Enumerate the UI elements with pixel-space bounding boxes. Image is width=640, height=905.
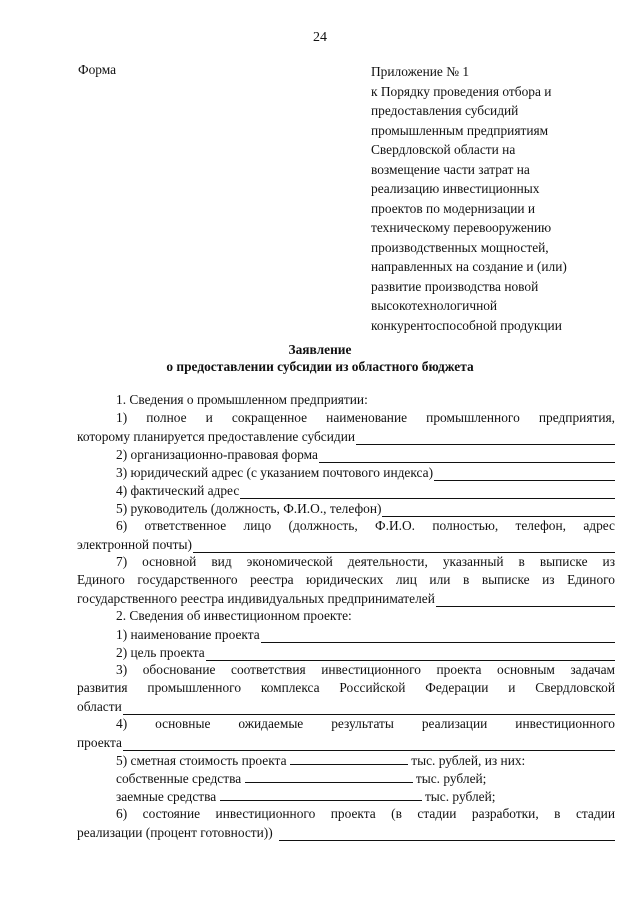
s1-item6-label: электронной почты)	[77, 537, 192, 552]
input-line[interactable]	[434, 468, 615, 481]
input-line[interactable]	[220, 788, 422, 801]
s1-item3-label: 3) юридический адрес (с указанием почтового индекса)	[116, 465, 434, 480]
appendix-line: Приложение № 1	[371, 64, 470, 79]
appendix-line: промышленным предприятиям	[371, 122, 549, 138]
s1-item7-field[interactable]	[77, 590, 615, 607]
section1-heading: 1. Сведения о промышленном предприятии:	[116, 392, 368, 407]
appendix-line: техническому перевооружению	[371, 220, 552, 235]
s2-item3-text: 3) обоснование соответствия инвестиционного проекта основным задачам	[116, 662, 615, 677]
appendix-line: производственных мощностей,	[371, 239, 549, 255]
document-title: Заявление	[288, 342, 352, 357]
appendix-line: возмещение части затрат на	[371, 161, 530, 177]
input-line[interactable]	[319, 450, 615, 463]
input-line[interactable]	[245, 770, 413, 783]
s2-item6-field[interactable]	[77, 824, 615, 841]
own-funds-label: собственные средства	[116, 771, 242, 786]
s2-item3-field[interactable]	[77, 698, 615, 715]
s2-item2-label: 2) цель проекта	[116, 645, 205, 660]
s2-item4-label: проекта	[77, 735, 122, 750]
s1-item2-label: 2) организационно-правовая форма	[116, 447, 318, 462]
s1-item7-text2: Единого государственного реестра юридических лиц или в выписке из Единого	[77, 572, 615, 587]
s2-item1-label: 1) наименование проекта	[116, 627, 260, 642]
s1-item7-text: 7) основной вид экономической деятельности, указанный в выписке из	[116, 554, 615, 569]
s1-item5-field[interactable]	[116, 500, 615, 517]
borrowed-funds-label: заемные средства	[116, 789, 217, 804]
s2-item5-label: 5) сметная стоимость проекта	[116, 753, 287, 768]
borrowed-funds-field[interactable]	[116, 788, 615, 805]
appendix-line: Свердловской области на	[371, 142, 516, 157]
document-subtitle: о предоставлении субсидии из областного бюджета	[166, 359, 474, 374]
s1-item1-text: 1) полное и сокращенное наименование промышленного предприятия,	[116, 410, 615, 425]
input-line[interactable]	[279, 828, 615, 841]
s2-item4-text: 4) основные ожидаемые результаты реализации инвестиционного	[116, 716, 615, 731]
input-line[interactable]	[123, 702, 615, 715]
appendix-block	[371, 62, 621, 335]
appendix-line: направленных на создание и (или)	[371, 259, 567, 274]
s1-item5-label: 5) руководитель (должность, Ф.И.О., телефон)	[116, 501, 382, 516]
appendix-line: проектов по модернизации и	[371, 200, 536, 216]
input-line[interactable]	[382, 504, 615, 517]
s1-item3-field[interactable]	[116, 464, 615, 481]
input-line[interactable]	[436, 594, 615, 607]
appendix-line: развитие производства новой	[371, 278, 539, 294]
section2-heading: 2. Сведения об инвестиционном проекте:	[116, 608, 352, 623]
s2-item3-label: области	[77, 699, 122, 714]
input-line[interactable]	[290, 752, 408, 765]
own-funds-field[interactable]	[116, 770, 615, 787]
s2-item5-suffix: тыс. рублей, из них:	[411, 753, 526, 768]
form-label: Форма	[78, 62, 117, 77]
s2-item2-field[interactable]	[116, 644, 615, 661]
s2-item4-field[interactable]	[77, 734, 615, 751]
appendix-line: высокотехнологичной	[371, 298, 498, 313]
s2-item3-text2: развития промышленного комплекса Российской Федерации и Свердловской	[77, 680, 615, 695]
input-line[interactable]	[240, 486, 615, 499]
s1-item7-label: государственного реестра индивидуальных предпринимателей	[77, 591, 435, 606]
appendix-line: предоставления субсидий	[371, 103, 519, 118]
input-line[interactable]	[123, 738, 615, 751]
borrowed-funds-suffix: тыс. рублей;	[424, 789, 496, 804]
input-line[interactable]	[261, 630, 615, 643]
input-line[interactable]	[356, 432, 615, 445]
input-line[interactable]	[206, 648, 615, 661]
s1-item4-field[interactable]	[116, 482, 615, 499]
s2-item6-text: 6) состояние инвестиционного проекта (в стадии разработки, в стадии	[116, 806, 615, 821]
appendix-line: конкурентоспособной продукции	[371, 317, 562, 333]
s1-item4-label: 4) фактический адрес	[116, 483, 240, 498]
input-line[interactable]	[193, 540, 615, 553]
appendix-line: реализацию инвестиционных	[371, 181, 540, 196]
s1-item2-field[interactable]	[116, 446, 615, 463]
s1-item1-label: которому планируется предоставление субсидии	[77, 429, 356, 444]
s1-item6-text: 6) ответственное лицо (должность, Ф.И.О. полностью, телефон, адрес	[116, 518, 615, 533]
s1-item1-field[interactable]	[77, 428, 615, 445]
s2-item5-field[interactable]	[116, 752, 615, 769]
appendix-line: к Порядку проведения отбора и	[371, 83, 552, 99]
s2-item1-field[interactable]	[116, 626, 615, 643]
s1-item6-field[interactable]	[77, 536, 615, 553]
page-number: 24	[313, 30, 327, 45]
s2-item6-label: реализации (процент готовности))	[77, 825, 273, 840]
own-funds-suffix: тыс. рублей;	[415, 771, 487, 786]
